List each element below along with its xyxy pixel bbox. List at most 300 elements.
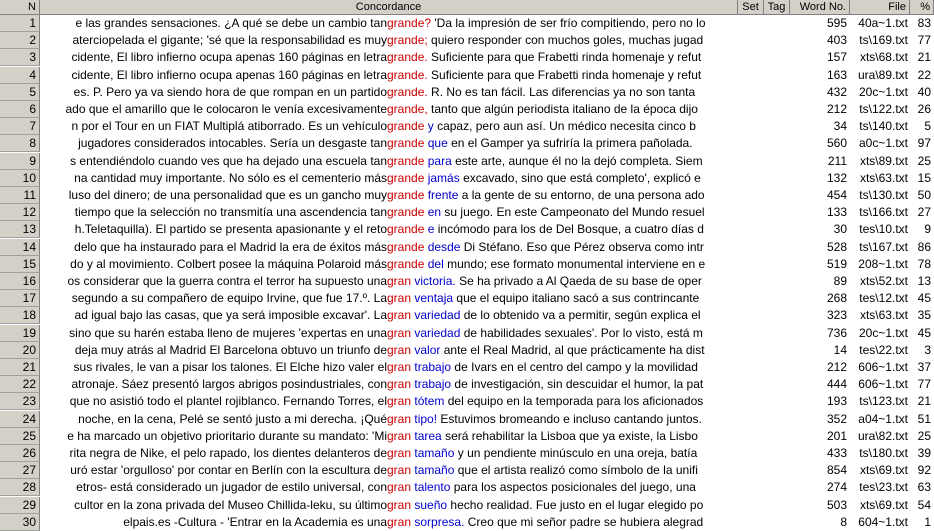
search-word: gran [387, 514, 412, 529]
table-row[interactable] [0, 84, 934, 101]
percent-position: 25 [917, 153, 931, 168]
next-word: ventaja [414, 291, 454, 306]
table-row[interactable] [0, 101, 934, 118]
tag-cell[interactable] [764, 15, 790, 32]
right-context [387, 307, 701, 324]
tag-cell[interactable] [764, 101, 790, 118]
table-row[interactable] [0, 479, 934, 496]
concordance-line[interactable] [40, 101, 738, 118]
row-number[interactable]: 4 [0, 67, 40, 84]
table-row[interactable] [0, 187, 934, 204]
set-cell[interactable] [738, 170, 764, 187]
set-cell[interactable] [738, 428, 764, 445]
search-word: grande; [387, 33, 428, 48]
row-number[interactable]: 25 [0, 428, 40, 445]
tag-cell[interactable] [764, 256, 790, 273]
left-context: etros- está considerado un jugador de estilo universal, con [76, 480, 387, 495]
concordance-line[interactable] [40, 462, 738, 479]
row-number[interactable]: 1 [0, 15, 40, 32]
word-number: 201 [826, 428, 847, 443]
percent-position: 21 [917, 394, 931, 409]
table-row[interactable] [0, 49, 934, 66]
rest-context: de investigación, sin descuidar el humor, la pat [454, 377, 704, 392]
table-row[interactable] [0, 342, 934, 359]
next-word: tótem [414, 394, 445, 409]
word-number: 454 [826, 188, 847, 202]
left-context: cidente, El libro infierno ocupa apenas 160 páginas en letra [71, 50, 387, 65]
percent-position: 9 [924, 222, 931, 237]
set-cell[interactable] [738, 445, 764, 462]
tag-cell[interactable] [764, 221, 790, 238]
tag-cell[interactable] [764, 273, 790, 290]
percent-position: 54 [917, 497, 931, 512]
tag-cell[interactable] [764, 497, 790, 514]
table-row[interactable] [0, 32, 934, 49]
row-number[interactable]: 26 [0, 445, 40, 462]
header-file[interactable]: File [850, 0, 910, 14]
tag-cell[interactable] [764, 479, 790, 496]
row-number[interactable]: 8 [0, 135, 40, 152]
left-context: luso del dinero; de una personalidad que es un gancho muy [68, 188, 387, 202]
search-word: grande [387, 205, 425, 220]
rest-context: este arte, aunque él no la dejó completa. Siem [455, 153, 703, 168]
set-cell[interactable] [738, 135, 764, 152]
set-cell[interactable] [738, 514, 764, 531]
right-context [387, 514, 703, 531]
word-number: 323 [826, 308, 847, 323]
concordance-line[interactable] [40, 170, 738, 187]
set-cell[interactable] [738, 359, 764, 376]
next-word: trabajo [414, 360, 452, 374]
table-row[interactable] [0, 307, 934, 324]
search-word: gran [387, 377, 412, 392]
row-number[interactable]: 12 [0, 204, 40, 221]
concordance-line[interactable] [40, 187, 738, 204]
file-name: tes\10.txt [859, 222, 908, 237]
right-context [387, 49, 701, 66]
tag-cell[interactable] [764, 118, 790, 135]
percent-position: 97 [917, 136, 931, 151]
word-number: 352 [826, 411, 847, 426]
next-word: talento [414, 480, 451, 495]
tag-cell[interactable] [764, 307, 790, 324]
tag-cell[interactable] [764, 359, 790, 376]
search-word: grande [387, 153, 425, 168]
word-number: 34 [833, 119, 847, 134]
table-row[interactable] [0, 135, 934, 152]
right-context [387, 273, 702, 290]
rest-context: excavado, sino que está completo', explicó e [463, 170, 701, 185]
right-context [387, 84, 695, 101]
concordance-line[interactable] [40, 307, 738, 324]
table-row[interactable] [0, 428, 934, 445]
concordance-line[interactable] [40, 497, 738, 514]
tag-cell[interactable] [764, 445, 790, 462]
file-name: xts\69.txt [859, 463, 908, 478]
file-name: ts\167.txt [859, 239, 908, 254]
word-number: 132 [826, 170, 847, 185]
percent-position: 15 [917, 170, 931, 185]
word-number: 212 [826, 360, 847, 374]
next-word: para [427, 153, 452, 168]
concordance-line[interactable] [40, 411, 738, 428]
left-context: ado que el amarillo que le colocaron le venía excesivamente [65, 102, 387, 116]
word-number: 157 [826, 50, 847, 65]
left-context: deja muy atrás al Madrid El Barcelona obtuvo un triunfo de [74, 342, 387, 357]
rest-context: su juego. En este Campeonato del Mundo resuel [444, 205, 705, 220]
right-context [387, 221, 704, 238]
rest-context: de Ivars en el centro del campo y la movilidad [454, 360, 698, 374]
next-word: variedad [414, 325, 461, 340]
percent-position: 35 [917, 308, 931, 323]
tag-cell[interactable] [764, 342, 790, 359]
row-number[interactable]: 5 [0, 84, 40, 101]
set-cell[interactable] [738, 84, 764, 101]
concordance-line[interactable] [40, 342, 738, 359]
table-row[interactable] [0, 170, 934, 187]
search-word: gran [387, 274, 412, 288]
table-row[interactable] [0, 514, 934, 531]
concordance-line[interactable] [40, 359, 738, 376]
set-cell[interactable] [738, 307, 764, 324]
percent-position: 51 [917, 411, 931, 426]
file-name: xts\52.txt [859, 274, 908, 288]
header-percent[interactable]: % [910, 0, 934, 14]
next-word: tipo! [414, 411, 438, 426]
percent-position: 86 [917, 239, 931, 254]
concordance-line[interactable] [40, 393, 738, 410]
tag-cell[interactable] [764, 204, 790, 221]
rest-context: Estuvimos bromeando e incluso cantando juntos. [440, 411, 702, 426]
word-number: 503 [826, 497, 847, 512]
table-row[interactable] [0, 445, 934, 462]
word-number: 736 [826, 325, 847, 340]
next-word: y [427, 119, 434, 134]
file-name: 606~1.txt [858, 360, 908, 374]
word-number: 444 [826, 377, 847, 392]
row-number[interactable]: 29 [0, 497, 40, 514]
search-word: gran [387, 308, 412, 323]
tag-cell[interactable] [764, 49, 790, 66]
rest-context: Se ha privado a Al Qaeda de su base de oper [459, 274, 702, 288]
word-number: 274 [826, 480, 847, 495]
percent-position: 92 [917, 463, 931, 478]
right-context [387, 118, 696, 135]
table-row[interactable] [0, 411, 934, 428]
table-row[interactable] [0, 256, 934, 273]
set-cell[interactable] [738, 256, 764, 273]
row-number[interactable]: 15 [0, 256, 40, 273]
tag-cell[interactable] [764, 290, 790, 307]
percent-position: 63 [917, 480, 931, 495]
right-context [387, 445, 697, 462]
percent-position: 37 [917, 360, 931, 374]
row-number[interactable]: 6 [0, 101, 40, 118]
left-context: do y al movimiento. Colbert posee la máquina Polaroid más [70, 256, 387, 271]
next-word: tamaño [414, 463, 455, 478]
tag-cell[interactable] [764, 153, 790, 170]
tag-cell[interactable] [764, 411, 790, 428]
right-context [387, 67, 701, 84]
left-context: es. P. Pero ya va siendo hora de que rompan en un partido [73, 84, 387, 99]
rest-context: de lo obtenido va a permitir, según explica el [463, 308, 701, 323]
search-word: grande [387, 119, 425, 134]
word-number: 560 [826, 136, 847, 151]
left-context: noche, en la cena, Pelé se sentó justo a mi derecha. ¡Qué [78, 411, 387, 426]
percent-position: 22 [917, 67, 931, 82]
word-number: 89 [833, 274, 847, 288]
row-number[interactable]: 20 [0, 342, 40, 359]
row-number[interactable]: 18 [0, 307, 40, 324]
row-number[interactable]: 11 [0, 187, 40, 204]
right-context [387, 428, 698, 445]
rest-context: que el artista realizó como símbolo de la unifi [457, 463, 698, 478]
row-number[interactable]: 27 [0, 462, 40, 479]
set-cell[interactable] [738, 239, 764, 256]
left-context: cidente, El libro infierno ocupa apenas 160 páginas en letra [71, 67, 387, 82]
word-number: 268 [826, 291, 847, 306]
set-cell[interactable] [738, 49, 764, 66]
left-context: elpais.es -Cultura - 'Entrar en la Academia es una [123, 514, 387, 529]
concordance-line[interactable] [40, 376, 738, 393]
next-word: desde [427, 239, 461, 254]
percent-position: 39 [917, 446, 931, 460]
left-context: n por el Tour en un FIAT Multiplá atiborrado. Es un vehículo [71, 119, 387, 134]
row-number[interactable]: 30 [0, 514, 40, 531]
set-cell[interactable] [738, 376, 764, 393]
set-cell[interactable] [738, 479, 764, 496]
table-row[interactable] [0, 204, 934, 221]
rest-context: será rehabilitar la Lisboa que ya existe, la Lisbo [445, 428, 698, 443]
search-word: grande. [387, 67, 428, 82]
search-word: gran [387, 497, 412, 512]
row-number[interactable]: 2 [0, 32, 40, 49]
rest-context: en el Gamper ya sufriría la primera pañolada. [451, 136, 693, 151]
tag-cell[interactable] [764, 187, 790, 204]
next-word: victoria. [414, 274, 456, 288]
rest-context: a la gente de su entorno, de una persona ado [461, 188, 705, 202]
set-cell[interactable] [738, 325, 764, 342]
row-number[interactable]: 21 [0, 359, 40, 376]
rest-context: Suficiente para que Frabetti rinda homenaje y refut [431, 67, 702, 82]
tag-cell[interactable] [764, 67, 790, 84]
rest-context: Di Stéfano. Eso que Pérez observa como intr [463, 239, 704, 254]
set-cell[interactable] [738, 15, 764, 32]
left-context: jugadores considerados intocables. Sería un desgaste tan [78, 136, 387, 151]
concordance-line[interactable] [40, 15, 738, 32]
tag-cell[interactable] [764, 325, 790, 342]
tag-cell[interactable] [764, 135, 790, 152]
table-row[interactable] [0, 325, 934, 342]
tag-cell[interactable] [764, 514, 790, 531]
header-concordance[interactable]: Concordance [40, 0, 738, 14]
right-context [387, 170, 701, 187]
set-cell[interactable] [738, 118, 764, 135]
concordance-line[interactable] [40, 153, 738, 170]
tag-cell[interactable] [764, 462, 790, 479]
word-number: 14 [833, 342, 847, 357]
row-number[interactable]: 9 [0, 153, 40, 170]
file-name: xts\69.txt [859, 497, 908, 512]
header-set[interactable]: Set [738, 0, 764, 14]
file-name: ts\140.txt [859, 119, 908, 134]
word-number: 432 [826, 84, 847, 99]
row-number[interactable]: 3 [0, 49, 40, 66]
percent-position: 83 [917, 16, 931, 30]
rest-context: quiero responder con muchos goles, muchas jugad [431, 33, 704, 48]
word-number: 595 [826, 16, 847, 30]
table-row[interactable] [0, 153, 934, 170]
set-cell[interactable] [738, 32, 764, 49]
row-number[interactable]: 14 [0, 239, 40, 256]
search-word: grande. [387, 84, 428, 99]
next-word: valor [414, 342, 441, 357]
concordance-line[interactable] [40, 118, 738, 135]
table-row[interactable] [0, 290, 934, 307]
set-cell[interactable] [738, 187, 764, 204]
tag-cell[interactable] [764, 239, 790, 256]
set-cell[interactable] [738, 101, 764, 118]
concordance-line[interactable] [40, 204, 738, 221]
percent-position: 5 [924, 119, 931, 134]
table-row[interactable] [0, 221, 934, 238]
percent-position: 13 [917, 274, 931, 288]
set-cell[interactable] [738, 221, 764, 238]
right-context [387, 204, 705, 221]
percent-position: 40 [917, 84, 931, 99]
search-word: gran [387, 446, 412, 460]
search-word: grande [387, 256, 425, 271]
header-n[interactable]: N [0, 0, 40, 14]
concordance-line[interactable] [40, 479, 738, 496]
right-context [387, 411, 702, 428]
next-word: en [427, 205, 442, 220]
row-number[interactable]: 23 [0, 393, 40, 410]
concordance-line[interactable] [40, 32, 738, 49]
row-number[interactable]: 17 [0, 290, 40, 307]
concordance-line[interactable] [40, 256, 738, 273]
rest-context: de habilidades sexuales'. Por lo visto, está m [463, 325, 703, 340]
left-context: uró estar 'orgulloso' por contar en Berlín con la escultura de [70, 463, 387, 478]
next-word: sorpresa. [414, 514, 465, 529]
percent-position: 1 [924, 514, 931, 529]
percent-position: 50 [917, 188, 931, 202]
tag-cell[interactable] [764, 428, 790, 445]
tag-cell[interactable] [764, 84, 790, 101]
rest-context: Suficiente para que Frabetti rinda homenaje y refut [431, 50, 702, 65]
right-context [387, 359, 698, 376]
next-word: e [427, 222, 435, 237]
concordance-line[interactable] [40, 273, 738, 290]
table-row[interactable] [0, 239, 934, 256]
percent-position: 26 [917, 102, 931, 116]
set-cell[interactable] [738, 462, 764, 479]
row-number[interactable]: 19 [0, 325, 40, 342]
search-word: grande. [387, 50, 428, 65]
left-context: sus rivales, le van a pisar los talones. El Elche hizo valer el [73, 360, 387, 374]
concordance-line[interactable] [40, 445, 738, 462]
search-word: gran [387, 394, 412, 409]
left-context: e las grandes sensaciones. ¿A qué se debe un cambio tan [75, 16, 387, 30]
table-row[interactable] [0, 118, 934, 135]
file-name: ts\130.txt [859, 188, 908, 202]
next-word: que [427, 136, 448, 151]
word-number: 528 [826, 239, 847, 254]
header-word-no[interactable]: Word No. [790, 0, 850, 14]
row-number[interactable]: 13 [0, 221, 40, 238]
tag-cell[interactable] [764, 170, 790, 187]
table-row[interactable] [0, 462, 934, 479]
tag-cell[interactable] [764, 32, 790, 49]
concordance-line[interactable] [40, 135, 738, 152]
set-cell[interactable] [738, 411, 764, 428]
search-word: gran [387, 325, 412, 340]
set-cell[interactable] [738, 204, 764, 221]
table-row[interactable] [0, 359, 934, 376]
set-cell[interactable] [738, 393, 764, 410]
concordance-line[interactable] [40, 239, 738, 256]
concordance-line[interactable] [40, 49, 738, 66]
row-number[interactable]: 28 [0, 479, 40, 496]
row-number[interactable]: 7 [0, 118, 40, 135]
search-word: gran [387, 480, 412, 495]
file-name: 20c~1.txt [858, 325, 908, 340]
tag-cell[interactable] [764, 393, 790, 410]
rest-context: y un pendiente minúsculo en una oreja, batía [457, 446, 698, 460]
row-number[interactable]: 22 [0, 376, 40, 393]
set-cell[interactable] [738, 273, 764, 290]
set-cell[interactable] [738, 67, 764, 84]
row-number[interactable]: 16 [0, 273, 40, 290]
word-number: 433 [826, 446, 847, 460]
header-tag[interactable]: Tag [764, 0, 790, 14]
table-row[interactable] [0, 273, 934, 290]
table-row[interactable] [0, 67, 934, 84]
set-cell[interactable] [738, 497, 764, 514]
search-word: gran [387, 428, 412, 443]
table-row[interactable] [0, 376, 934, 393]
percent-position: 77 [917, 33, 931, 48]
word-number: 163 [826, 67, 847, 82]
column-header-bar [0, 0, 934, 15]
left-context: sino que su harén estaba lleno de mujeres 'expertas en una [69, 325, 387, 340]
concordance-line[interactable] [40, 325, 738, 342]
table-row[interactable] [0, 15, 934, 32]
tag-cell[interactable] [764, 376, 790, 393]
row-number[interactable]: 24 [0, 411, 40, 428]
rest-context: 'Da la impresión de ser frío compitiendo, pero no lo [434, 16, 706, 30]
left-context: atronaje. Sáez presentó largos abrigos posindustriales, con [71, 377, 387, 392]
row-number[interactable]: 10 [0, 170, 40, 187]
left-context: cultor en la zona privada del Museo Chillida-leku, su último [74, 497, 387, 512]
set-cell[interactable] [738, 342, 764, 359]
table-row[interactable] [0, 497, 934, 514]
file-name: xts\89.txt [859, 153, 908, 168]
concordance-line[interactable] [40, 84, 738, 101]
word-number: 30 [833, 222, 847, 237]
concordance-line[interactable] [40, 67, 738, 84]
concordance-line[interactable] [40, 290, 738, 307]
set-cell[interactable] [738, 290, 764, 307]
file-name: ts\122.txt [859, 102, 908, 116]
right-context [387, 462, 698, 479]
concordance-line[interactable] [40, 221, 738, 238]
concordance-line[interactable] [40, 428, 738, 445]
file-name: ura\82.txt [857, 428, 908, 443]
set-cell[interactable] [738, 153, 764, 170]
concordance-line[interactable] [40, 514, 738, 531]
table-row[interactable] [0, 393, 934, 410]
